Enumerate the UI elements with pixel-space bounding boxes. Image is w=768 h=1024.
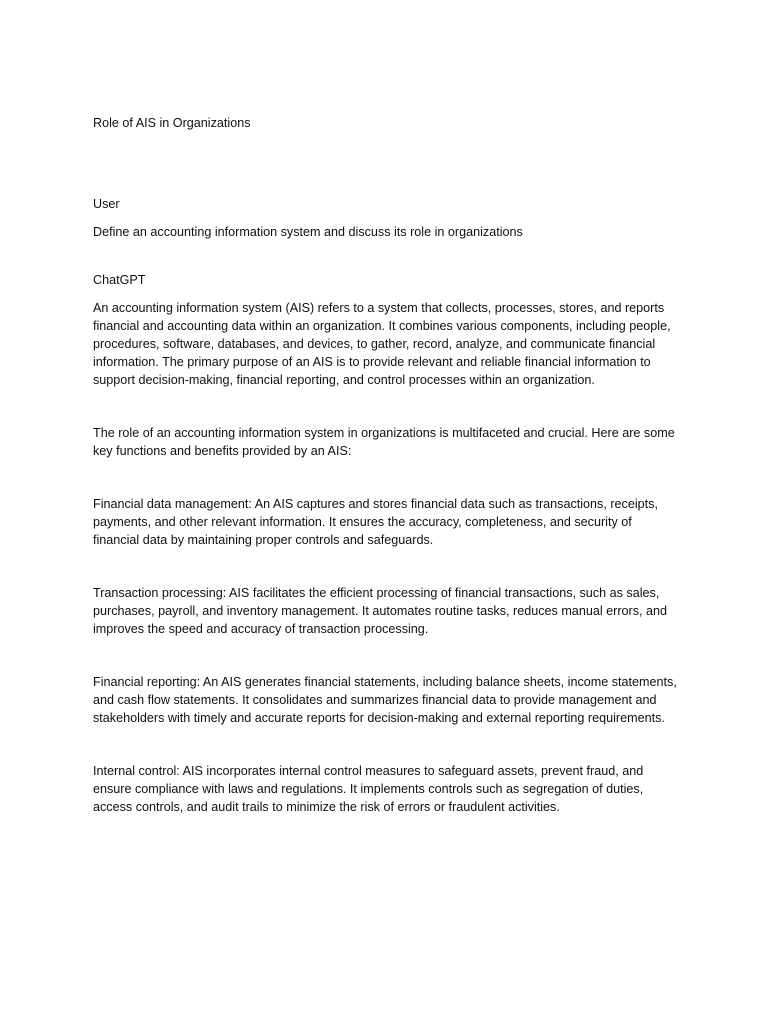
document-body (93, 114, 679, 816)
assistant-label: ChatGPT (93, 273, 146, 287)
paragraph-definition: An accounting information system (AIS) refers to a system that collects, processes, stores, and reports financial and accounting data within an organization. It combines various components, including people, procedures, software, databases, and devices, to gather, record, analyze, and communicate financial information. The primary purpose of an AIS is to provide relevant and reliable financial information to support decision-making, financial reporting, and control processes within an organization. (93, 301, 671, 387)
paragraph-internal-control: Internal control: AIS incorporates internal control measures to safeguard assets, prevent fraud, and ensure compliance with laws and regulations. It implements controls such as segregation of duties, access controls, and audit trails to minimize the risk of errors or fraudulent activities. (93, 764, 644, 814)
paragraph-role-intro: The role of an accounting information system in organizations is multifaceted and crucial. Here are some key functions and benefits provided by an AIS: (93, 426, 675, 458)
document-title: Role of AIS in Organizations (93, 116, 251, 130)
paragraph-financial-data-management: Financial data management: An AIS captures and stores financial data such as transactions, receipts, payments, and other relevant information. It ensures the accuracy, completeness, and security of financial data by maintaining proper controls and safeguards. (93, 497, 658, 547)
user-message: Define an accounting information system and discuss its role in organizations (93, 225, 523, 239)
user-label: User (93, 197, 120, 211)
paragraph-transaction-processing: Transaction processing: AIS facilitates the efficient processing of financial transactions, such as sales, purchases, payroll, and inventory management. It automates routine tasks, reduces manual errors, and improves the speed and accuracy of transaction processing. (93, 586, 668, 636)
paragraph-financial-reporting: Financial reporting: An AIS generates financial statements, including balance sheets, income statements, and cash flow statements. It consolidates and summarizes financial data to provide management and stakeholders with timely and accurate reports for decision-making and external reporting requirements. (93, 675, 677, 725)
